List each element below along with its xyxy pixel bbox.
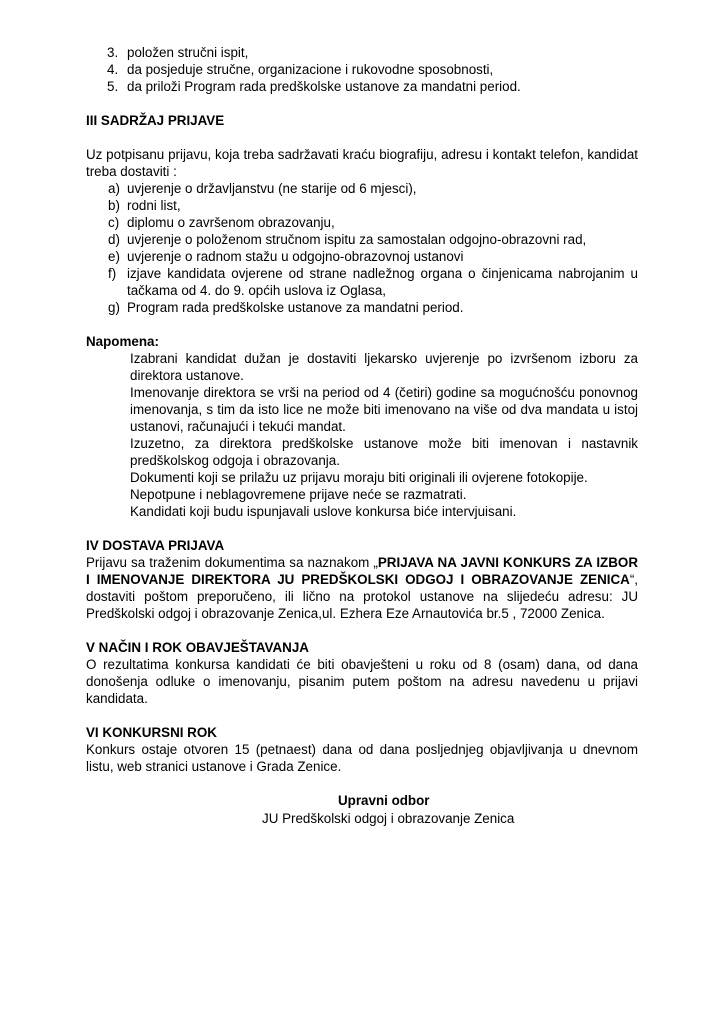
list-marker: e) <box>108 249 120 264</box>
list-item-text: da priloži Program rada predškolske ustanove za mandatni period. <box>127 79 521 94</box>
list-item-text: da posjeduje stručne, organizacione i rukovodne sposobnosti, <box>127 62 494 77</box>
list-item <box>86 78 638 95</box>
delivery-paragraph <box>86 554 638 622</box>
list-marker: 3. <box>107 45 119 60</box>
intro-conditions-list <box>86 44 638 95</box>
signature-institution: JU Predškolski odgoj i obrazovanje Zenica <box>262 811 515 826</box>
list-item <box>86 180 638 197</box>
delivery-label-bold: PRIJAVA NA JAVNI KONKURS ZA IZBOR I IMENOVANJE DIREKTORA JU PREDŠKOLSKI ODGOJ I OBRAZOVANJE ZENICA <box>86 555 638 587</box>
required-documents-list <box>86 180 638 316</box>
list-item-text: položen stručni ispit, <box>127 45 249 60</box>
deadline-paragraph: Konkurs ostaje otvoren 15 (petnaest) dana od dana posljednjeg objavljivanja u dnevnom listu, web stranici ustanove i Grada Zenice. <box>86 742 638 774</box>
section-heading-sadrzaj: III SADRŽAJ PRIJAVE <box>86 113 225 128</box>
list-marker: c) <box>108 215 120 230</box>
delivery-text-before: Prijavu sa traženim dokumentima sa naznakom „ <box>86 555 378 570</box>
signature-title: Upravni odbor <box>338 793 430 808</box>
list-marker: a) <box>108 181 120 196</box>
list-item <box>86 231 638 248</box>
list-item <box>86 248 638 265</box>
section-heading-dostava: IV DOSTAVA PRIJAVA <box>86 538 225 553</box>
list-item-text: Program rada predškolske ustanove za mandatni period. <box>127 300 464 315</box>
list-item <box>86 44 638 61</box>
note-paragraph: Izuzetno, za direktora predškolske ustanove može biti imenovan i nastavnik predškolskog odgoja i obrazovanja. <box>130 436 638 468</box>
note-block <box>86 350 638 520</box>
list-item <box>86 61 638 78</box>
list-item-text: uvjerenje o položenom stručnom ispitu za samostalan odgojno-obrazovni rad, <box>127 232 587 247</box>
delivery-text-after: “, dostaviti poštom preporučeno, ili lično na protokol ustanove na slijedeću adresu: JU Predškolski odgoj i obrazovanje Zenica,ul. Ezhera Eze Arnautovića br.5 , 72000 Zenica. <box>86 572 638 621</box>
list-marker: d) <box>108 232 120 247</box>
list-item <box>86 265 638 299</box>
list-item <box>86 214 638 231</box>
list-marker: g) <box>108 300 120 315</box>
section-heading-rok: VI KONKURSNI ROK <box>86 725 217 740</box>
list-marker: b) <box>108 198 120 213</box>
note-paragraph: Izabrani kandidat dužan je dostaviti ljekarsko uvjerenje po izvršenom izboru za direktora ustanove. <box>130 351 638 383</box>
note-paragraph: Dokumenti koji se prilažu uz prijavu moraju biti originali ili ovjerene fotokopije. <box>130 470 588 485</box>
note-paragraph: Kandidati koji budu ispunjavali uslove konkursa biće intervjuisani. <box>130 504 517 519</box>
note-paragraph: Nepotpune i neblagovremene prijave neće se razmatrati. <box>130 487 467 502</box>
list-item <box>86 197 638 214</box>
section-intro-text: Uz potpisanu prijavu, koja treba sadržavati kraću biografiju, adresu i kontakt telefon, kandidat treba dostaviti : <box>86 147 638 179</box>
list-marker: 4. <box>107 62 119 77</box>
list-marker: 5. <box>107 79 119 94</box>
section-heading-obavjestavanje: V NAČIN I ROK OBAVJEŠTAVANJA <box>86 640 309 655</box>
note-heading: Napomena: <box>86 334 159 349</box>
list-item-text: diplomu o završenom obrazovanju, <box>127 215 335 230</box>
list-marker: f) <box>108 266 117 281</box>
list-item-text: izjave kandidata ovjerene od strane nadležnog organa o činjenicama nabrojanim u tačkama od 4. do 9. općih uslova iz Oglasa, <box>127 266 638 298</box>
list-item-text: uvjerenje o državljanstvu (ne starije od 6 mjesci), <box>127 181 417 196</box>
list-item-text: rodni list, <box>127 198 181 213</box>
document-page <box>86 44 638 775</box>
notification-paragraph: O rezultatima konkursa kandidati će biti obavješteni u roku od 8 (osam) dana, od dana donošenja odluke o imenovanju, pisanim putem poštom na adresu navedenu u prijavi kandidata. <box>86 657 638 706</box>
list-item-text: uvjerenje o radnom stažu u odgojno-obrazovnoj ustanovi <box>127 249 464 264</box>
note-paragraph: Imenovanje direktora se vrši na period od 4 (četiri) godine sa mogućnošću ponovnog imenovanja, s tim da isto lice ne može biti imenovano na više od dva mandata u istoj ustanovi, računajući i tekući mandat. <box>130 385 638 434</box>
list-item <box>86 299 638 316</box>
